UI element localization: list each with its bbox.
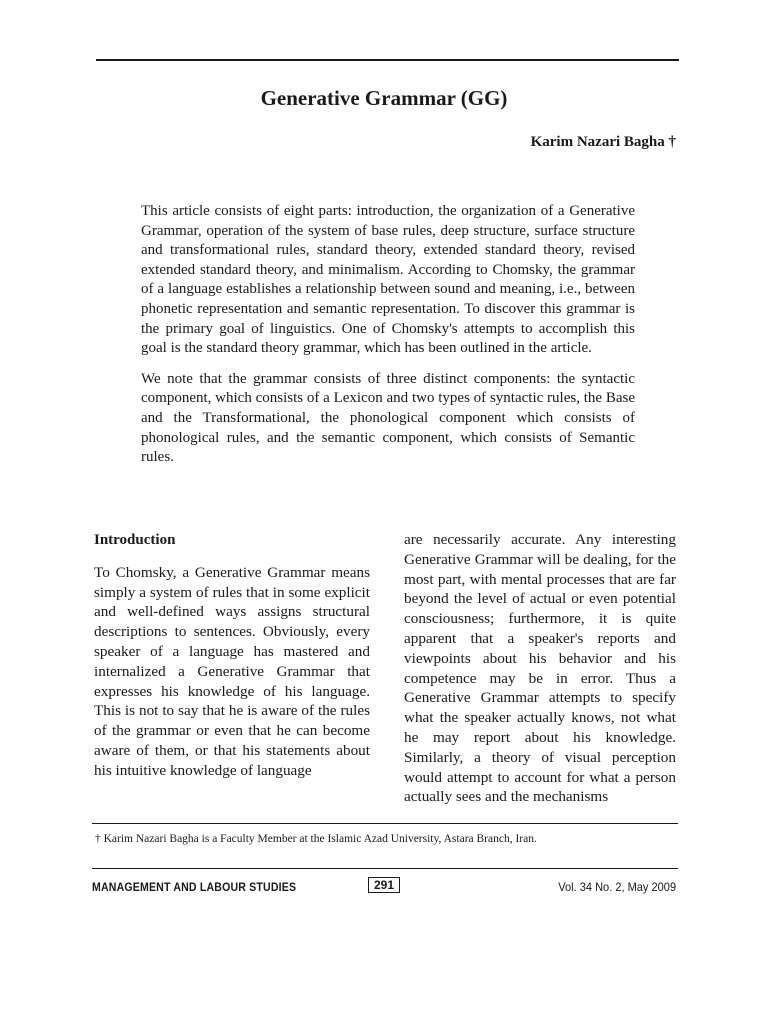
right-column-text: are necessarily accurate. Any interesting Generative Grammar will be dealing, for the most part, with mental processes that are far beyond the level of actual or even potential consciousness; furthermore, it is quite apparent that a speaker's reports and viewpoints about his behavior and his competence may be in error. Thus a Generative Grammar attempts to specify what the speaker actually knows, not what he may report about his knowledge. Similarly, a theory of visual perception would attempt to account for what a person actually sees and the mechanisms bbox=[404, 531, 676, 806]
abstract-paragraph-1: This article consists of eight parts: introduction, the organization of a Generative Grammar, operation of the system of base rules, deep structure, surface structure and transformational rules, standard theory, extended standard theory, revised extended standard theory, and minimalism. According to Chomsky, the grammar of a language establishes a relationship between sound and meaning, i.e., between phonetic representation and semantic representation. To discover this grammar is the primary goal of linguistics. One of Chomsky's attempts to accomplish this goal is the standard theory grammar, which has been outlined in the article. bbox=[141, 203, 635, 357]
left-column bbox=[94, 531, 370, 781]
footnote: † Karim Nazari Bagha is a Faculty Member at the Islamic Azad University, Astara Branch, Iran. bbox=[95, 833, 537, 845]
right-column bbox=[404, 530, 676, 807]
abstract bbox=[141, 202, 635, 479]
footer-rule bbox=[92, 868, 678, 869]
journal-name: MANAGEMENT AND LABOUR STUDIES bbox=[92, 880, 297, 894]
author-name: Karim Nazari Bagha † bbox=[530, 134, 676, 150]
footnote-rule bbox=[92, 823, 678, 824]
page-number: 291 bbox=[368, 877, 400, 893]
page-footer bbox=[92, 877, 676, 897]
section-heading-introduction: Introduction bbox=[94, 532, 176, 548]
top-rule bbox=[96, 59, 679, 61]
left-column-text: To Chomsky, a Generative Grammar means simply a system of rules that in some explicit and well-defined ways assigns structural descriptions to sentences. Obviously, every speaker of a language has mastered and internalized a Generative Grammar that expresses his knowledge of his language. This is not to say that he is aware of the rules of the grammar or even that he can become aware of them, or that his statements about his intuitive knowledge of language bbox=[94, 563, 370, 779]
issue-info: Vol. 34 No. 2, May 2009 bbox=[558, 880, 676, 894]
article-title: Generative Grammar (GG) bbox=[260, 86, 508, 110]
abstract-paragraph-2: We note that the grammar consists of three distinct components: the syntactic component, which consists of a Lexicon and two types of syntactic rules, the Base and the Transformational, the phonological component which consists of phonological rules, and the semantic component, which consists of Semantic rules. bbox=[141, 370, 635, 466]
